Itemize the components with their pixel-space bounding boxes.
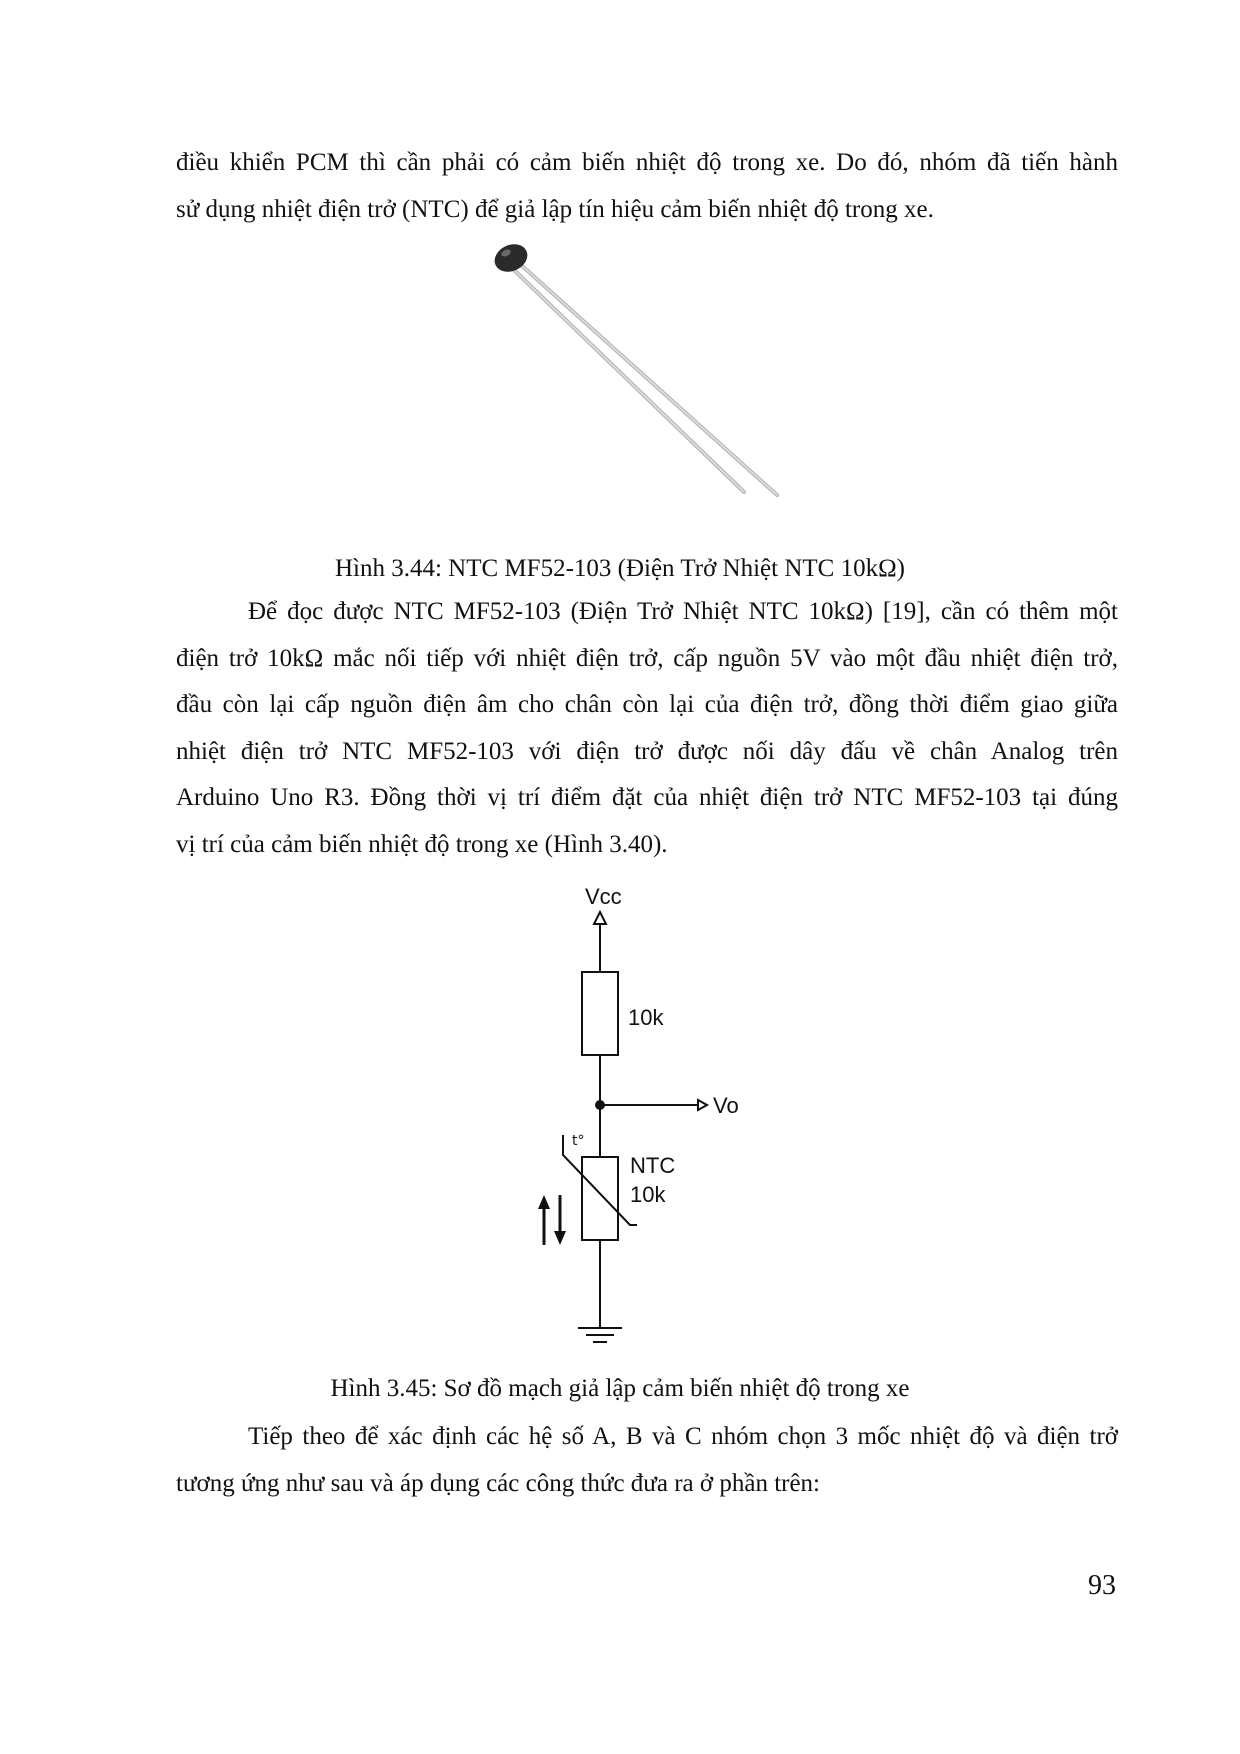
paragraph-line: Tiếp theo để xác định các hệ số A, B và C nhóm chọn 3 mốc nhiệt độ và điện trở [248,1423,1118,1450]
vcc-label: Vcc [585,884,622,909]
vcc-arrow-icon [594,912,606,924]
paragraph-line: nhiệt điện trở NTC MF52-103 với điện trở được nối dây đấu về chân Analog trên [176,737,1118,765]
figure-caption: Hình 3.44: NTC MF52-103 (Điện Trở Nhiệt NTC 10kΩ) [334,555,905,582]
up-down-arrows-icon [538,1195,566,1245]
resistor-label: 10k [628,1005,664,1030]
ntc-name-label: NTC [630,1153,676,1178]
paragraph-line: tương ứng như sau và áp dụng các công thức đưa ra ở phần trên: [176,1469,821,1497]
ground-icon [578,1328,622,1342]
paragraph-line: điều khiển PCM thì cần phải có cảm biến nhiệt độ trong xe. Do đó, nhóm đã tiến hành [176,149,1118,176]
ntc-value-label: 10k [630,1182,666,1207]
paragraph-line: điện trở 10kΩ mắc nối tiếp với nhiệt điện trở, cấp nguồn 5V vào một đầu nhiệt điện trở, [176,644,1118,672]
paragraph-line: Arduino Uno R3. Đồng thời vị trí điểm đặt của nhiệt điện trở NTC MF52-103 tại đúng [176,784,1118,811]
paragraph-top [176,140,1118,233]
output-arrow-icon [698,1100,707,1110]
paragraph-line: vị trí của cảm biến nhiệt độ trong xe (Hình 3.40). [176,830,668,858]
circuit-schematic [520,875,780,1355]
temperature-icon: t° [572,1133,585,1149]
page-number: 93 [1088,1570,1116,1601]
resistor-10k [582,972,618,1055]
figure-caption: Hình 3.45: Sơ đồ mạch giả lập cảm biến nhiệt độ trong xe [330,1375,910,1402]
ntc-thermistor-image [490,240,810,530]
paragraph-line: Để đọc được NTC MF52-103 (Điện Trở Nhiệt NTC 10kΩ) [19], cần có thêm một [248,598,1118,625]
paragraph-middle [176,589,1118,868]
paragraph-bottom [176,1414,1118,1507]
output-label: Vo [713,1093,739,1118]
paragraph-line: đầu còn lại cấp nguồn điện âm cho chân còn lại của điện trở, đồng thời điểm giao giữa [176,691,1118,718]
paragraph-line: sử dụng nhiệt điện trở (NTC) để giả lập tín hiệu cảm biến nhiệt độ trong xe. [176,195,934,223]
ntc-thermistor-symbol [582,1157,618,1240]
